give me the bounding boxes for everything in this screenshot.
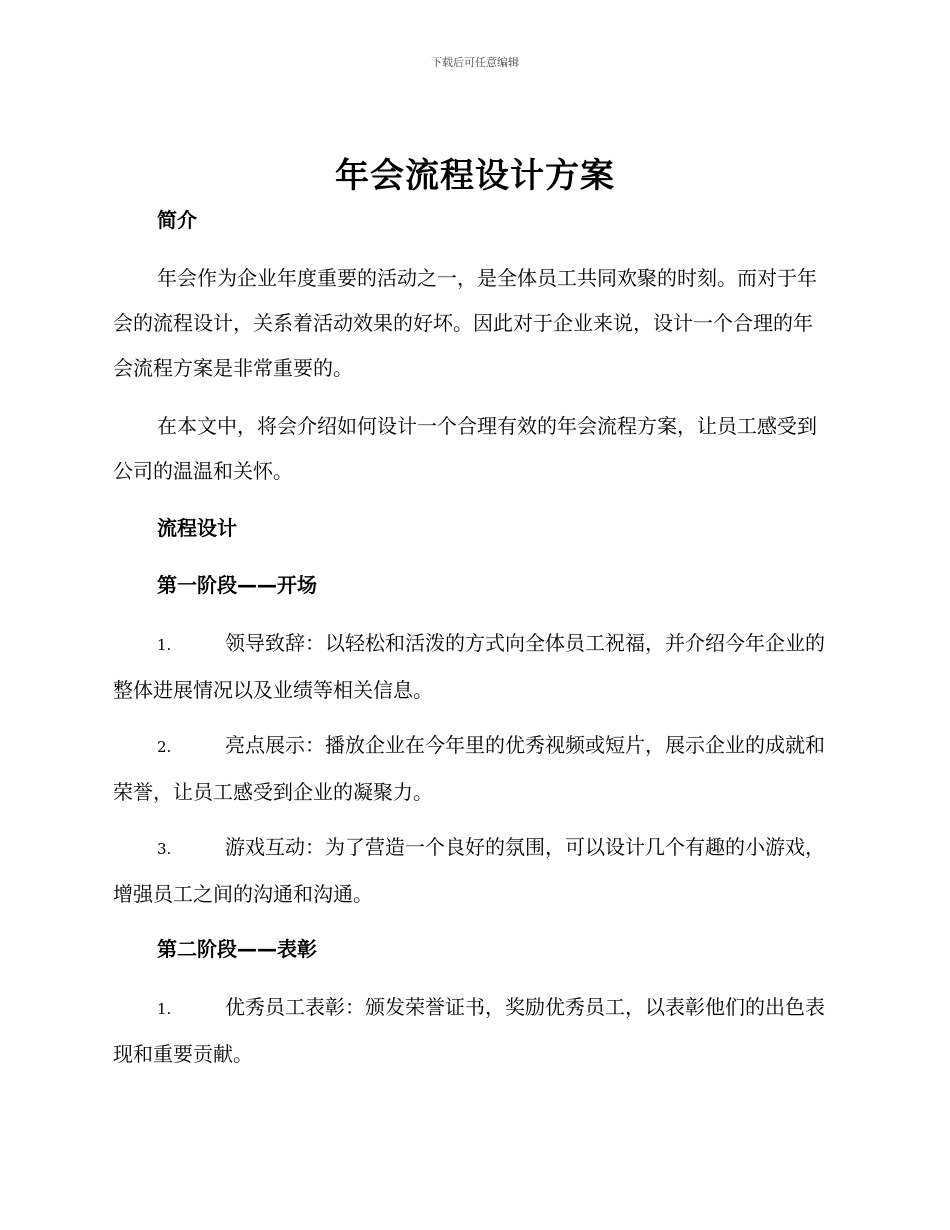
list-item-number: 3. bbox=[157, 840, 172, 858]
intro-paragraph-2: 在本文中，将会介绍如何设计一个合理有效的年会流程方案，让员工感受到公司的温温和关怀。 bbox=[113, 414, 817, 483]
document-title: 年会流程设计方案 bbox=[335, 156, 615, 196]
list-item-text: 领导致辞：以轻松和活泼的方式向全体员工祝福，并介绍今年企业的整体进展情况以及业绩等相关信息。 bbox=[113, 631, 825, 702]
list-item-text: 游戏互动：为了营造一个良好的氛围，可以设计几个有趣的小游戏，增强员工之间的沟通和沟通。 bbox=[113, 835, 825, 906]
list-item bbox=[113, 985, 831, 1077]
page-header-note: 下载后可任意编辑 bbox=[431, 56, 519, 69]
list-item bbox=[113, 723, 831, 815]
list-item-number: 2. bbox=[157, 738, 172, 756]
stage-1-heading: 第一阶段——开场 bbox=[157, 573, 317, 597]
list-item-number: 1. bbox=[157, 1000, 172, 1018]
section-heading-flow: 流程设计 bbox=[157, 516, 237, 540]
stage-2-heading: 第二阶段——表彰 bbox=[157, 937, 317, 961]
list-item-text: 优秀员工表彰：颁发荣誉证书，奖励优秀员工，以表彰他们的出色表现和重要贡献。 bbox=[113, 995, 825, 1066]
list-item-text: 亮点展示：播放企业在今年里的优秀视频或短片，展示企业的成就和荣誉，让员工感受到企业的凝聚力。 bbox=[113, 733, 825, 804]
section-heading-intro: 简介 bbox=[157, 208, 197, 232]
list-item bbox=[113, 825, 831, 917]
intro-paragraph-1: 年会作为企业年度重要的活动之一，是全体员工共同欢聚的时刻。而对于年会的流程设计，关系着活动效果的好坏。因此对于企业来说，设计一个合理的年会流程方案是非常重要的。 bbox=[113, 266, 817, 380]
list-item-number: 1. bbox=[157, 636, 172, 654]
list-item bbox=[113, 621, 831, 713]
